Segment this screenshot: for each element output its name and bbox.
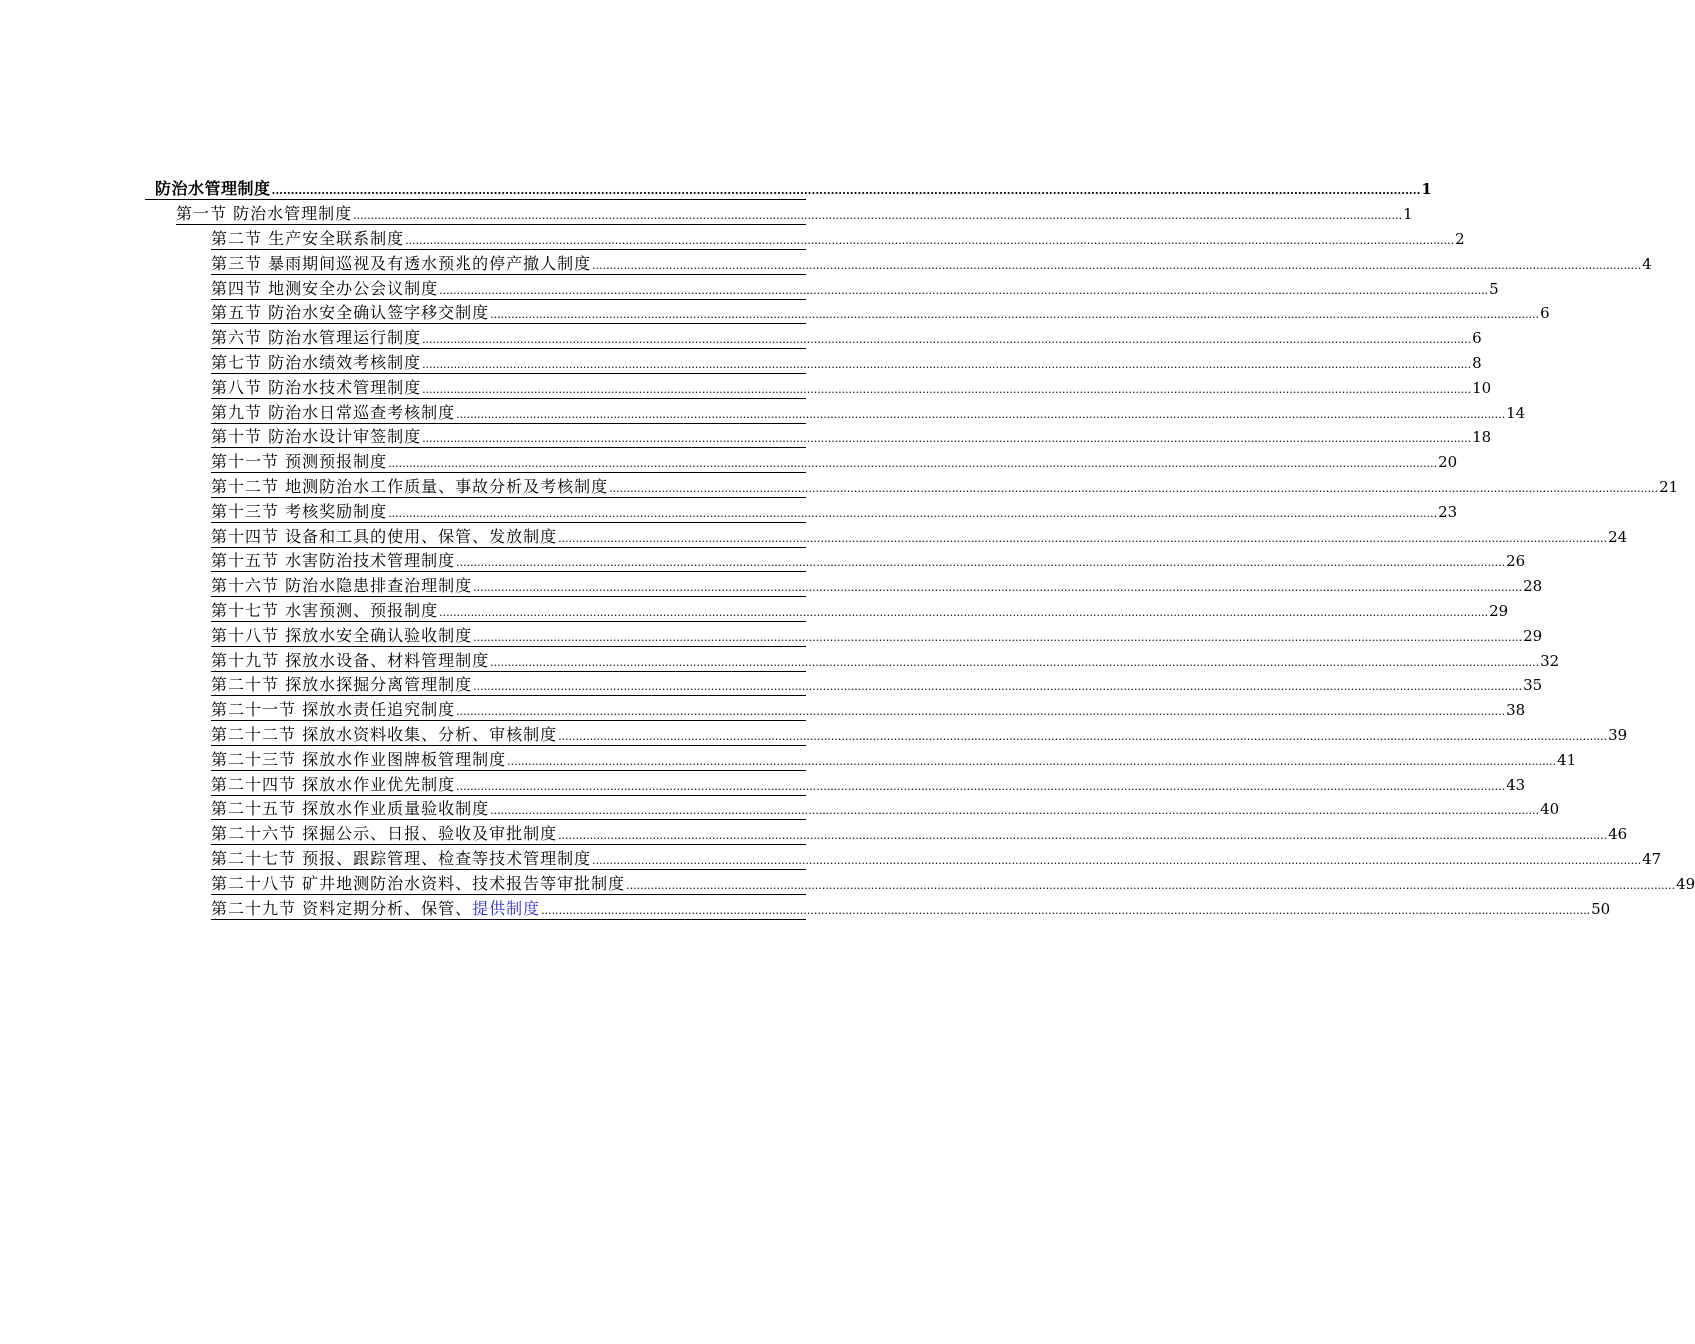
- toc-leader-dots: ............................................................................................................................................................................................................................................................................................................: [422, 358, 1472, 371]
- toc-subsection-row[interactable]: [211, 722, 1628, 746]
- toc-page-number: 2: [1455, 230, 1465, 248]
- toc-entry-title: 第十六节 防治水隐患排查治理制度: [211, 576, 473, 595]
- toc-leader-dots: ............................................................................................................................................................................................................................................................................................................: [507, 755, 1557, 768]
- toc-subsection-row[interactable]: [211, 524, 1628, 548]
- toc-leader-dots: ............................................................................................................................................................................................................................................................................................................: [388, 507, 1438, 520]
- toc-page-number: 39: [1608, 726, 1628, 744]
- toc-subsection-row[interactable]: [211, 424, 1492, 448]
- toc-page-number: 41: [1557, 751, 1577, 769]
- toc-entry-title: 第十一节 预测预报制度: [211, 452, 388, 471]
- toc-page-number: 49: [1676, 875, 1695, 893]
- toc-subsection-row[interactable]: [211, 375, 1492, 399]
- toc-subsection-row[interactable]: [211, 400, 1526, 424]
- toc-subsection-row[interactable]: [211, 821, 1628, 845]
- toc-subsection-row[interactable]: [211, 573, 1543, 597]
- toc-leader-dots: ............................................................................................................................................................................................................................................................................................................: [558, 730, 1608, 743]
- toc-page-number: 28: [1523, 577, 1543, 595]
- toc-subsection-row[interactable]: [211, 796, 1560, 820]
- toc-entry-title: 第十二节 地测防治水工作质量、事故分析及考核制度: [211, 477, 609, 496]
- toc-subsection-row[interactable]: [211, 623, 1543, 647]
- toc-page-number: 29: [1523, 627, 1543, 645]
- toc-subsection-row[interactable]: [211, 896, 1611, 920]
- toc-subsection-row[interactable]: [211, 648, 1560, 672]
- toc-entry-title: 第十五节 水害防治技术管理制度: [211, 551, 456, 570]
- toc-entry-title: 第四节 地测安全办公会议制度: [211, 279, 439, 298]
- toc-leader-dots: ............................................................................................................................................................................................................................................................................................................: [626, 879, 1676, 892]
- toc-entry-title: 第十节 防治水设计审签制度: [211, 427, 422, 446]
- toc-page-number: 1: [1403, 205, 1413, 223]
- toc-subsection-row[interactable]: [211, 350, 1482, 374]
- toc-entry-title: 第七节 防治水绩效考核制度: [211, 353, 422, 372]
- toc-entry-title: 第五节 防治水安全确认签字移交制度: [211, 303, 490, 322]
- toc-entry-title: 第二十一节 探放水责任追究制度: [211, 700, 456, 719]
- toc-entry-title: [211, 900, 540, 918]
- toc-leader-dots: ............................................................................................................................................................................................................................................................................................................: [353, 209, 1403, 222]
- toc-entry-title: 第十八节 探放水安全确认验收制度: [211, 626, 473, 645]
- toc-entry-title: 第二十六节 探掘公示、日报、验收及审批制度: [211, 824, 558, 843]
- toc-leader-dots: ............................................................................................................................................................................................................................................................................................................: [592, 259, 1642, 272]
- toc-leader-dots: ............................................................................................................................................................................................................................................................................................................: [439, 284, 1489, 297]
- toc-page-number: 20: [1438, 453, 1458, 471]
- toc-leader-dots: ............................................................................................................................................................................................................................................................................................................: [271, 184, 1421, 197]
- toc-subsection-row[interactable]: [211, 598, 1509, 622]
- toc-entry-title: 第十九节 探放水设备、材料管理制度: [211, 651, 490, 670]
- toc-entry-title: 第二十三节 探放水作业图牌板管理制度: [211, 750, 507, 769]
- toc-subsection-row[interactable]: [211, 846, 1662, 870]
- toc-entry-title: 第二十四节 探放水作业优先制度: [211, 775, 456, 794]
- toc-page-number: 47: [1642, 850, 1662, 868]
- toc-subsection-row[interactable]: [211, 449, 1458, 473]
- toc-leader-dots: ............................................................................................................................................................................................................................................................................................................: [473, 631, 1523, 644]
- toc-leader-dots: ............................................................................................................................................................................................................................................................................................................: [558, 532, 1608, 545]
- toc-entry-title: 第二十五节 探放水作业质量验收制度: [211, 799, 490, 818]
- toc-leader-dots: ............................................................................................................................................................................................................................................................................................................: [558, 829, 1608, 842]
- toc-page-number: 21: [1659, 478, 1679, 496]
- toc-leader-dots: ............................................................................................................................................................................................................................................................................................................: [456, 780, 1506, 793]
- toc-entry-title: 第二节 生产安全联系制度: [211, 229, 405, 248]
- toc-entry-title: 第二十节 探放水探掘分离管理制度: [211, 675, 473, 694]
- toc-page-number: 23: [1438, 503, 1458, 521]
- toc-entry-title: 防治水管理制度: [155, 179, 271, 198]
- toc-page-number: 40: [1540, 800, 1560, 818]
- toc-entry-title: 第十三节 考核奖励制度: [211, 502, 388, 521]
- toc-page-number: 46: [1608, 825, 1628, 843]
- toc-entry-title: 第二十八节 矿井地测防治水资料、技术报告等审批制度: [211, 874, 626, 893]
- toc-page-number: 10: [1472, 379, 1492, 397]
- toc-subsection-row[interactable]: [211, 300, 1550, 324]
- toc-entry-title: 第一节 防治水管理制度: [176, 204, 353, 223]
- toc-page-number: 4: [1642, 255, 1652, 273]
- toc-subsection-row[interactable]: [211, 325, 1482, 349]
- toc-entry-title-main: 第二十九节 资料定期分析、保管、: [211, 899, 473, 918]
- toc-chapter-row[interactable]: [145, 176, 1432, 200]
- toc-entry-title: 第三节 暴雨期间巡视及有透水预兆的停产撤人制度: [211, 254, 592, 273]
- toc-page-number: 6: [1540, 304, 1550, 322]
- toc-entry-title: 第十四节 设备和工具的使用、保管、发放制度: [211, 527, 558, 546]
- toc-page-number: 6: [1472, 329, 1482, 347]
- toc-page-number: 38: [1506, 701, 1526, 719]
- toc-page-number: 18: [1472, 428, 1492, 446]
- toc-entry-title: 第九节 防治水日常巡查考核制度: [211, 403, 456, 422]
- toc-entry-title: 第二十七节 预报、跟踪管理、检查等技术管理制度: [211, 849, 592, 868]
- toc-leader-dots: ............................................................................................................................................................................................................................................................................................................: [473, 581, 1523, 594]
- toc-leader-dots: ............................................................................................................................................................................................................................................................................................................: [592, 854, 1642, 867]
- toc-page-number: 29: [1489, 602, 1509, 620]
- toc-subsection-row[interactable]: [211, 276, 1499, 300]
- toc-subsection-row[interactable]: [211, 548, 1526, 572]
- toc-leader-dots: ............................................................................................................................................................................................................................................................................................................: [473, 680, 1523, 693]
- toc-subsection-row[interactable]: [211, 697, 1526, 721]
- toc-entry-title: 第六节 防治水管理运行制度: [211, 328, 422, 347]
- toc-page-number: 8: [1472, 354, 1482, 372]
- toc-page-number: 43: [1506, 776, 1526, 794]
- toc-section-row[interactable]: [176, 201, 1413, 225]
- toc-subsection-row[interactable]: [211, 474, 1679, 498]
- toc-entry-title: 第八节 防治水技术管理制度: [211, 378, 422, 397]
- toc-leader-dots: ............................................................................................................................................................................................................................................................................................................: [541, 904, 1591, 917]
- toc-subsection-row[interactable]: [211, 772, 1526, 796]
- toc-page-number: 1: [1421, 180, 1432, 198]
- toc-leader-dots: ............................................................................................................................................................................................................................................................................................................: [422, 432, 1472, 445]
- toc-leader-dots: ............................................................................................................................................................................................................................................................................................................: [456, 556, 1506, 569]
- toc-leader-dots: ............................................................................................................................................................................................................................................................................................................: [456, 408, 1506, 421]
- toc-page-number: 35: [1523, 676, 1543, 694]
- toc-subsection-row[interactable]: [211, 226, 1465, 250]
- toc-entry-title: 第二十二节 探放水资料收集、分析、审核制度: [211, 725, 558, 744]
- toc-page-number: 32: [1540, 652, 1560, 670]
- toc-leader-dots: ............................................................................................................................................................................................................................................................................................................: [490, 656, 1540, 669]
- toc-leader-dots: ............................................................................................................................................................................................................................................................................................................: [490, 308, 1540, 321]
- toc-subsection-row[interactable]: [211, 499, 1458, 523]
- toc-leader-dots: ............................................................................................................................................................................................................................................................................................................: [490, 804, 1540, 817]
- toc-leader-dots: ............................................................................................................................................................................................................................................................................................................: [456, 705, 1506, 718]
- toc-page-number: 24: [1608, 528, 1628, 546]
- toc-leader-dots: ............................................................................................................................................................................................................................................................................................................: [405, 234, 1455, 247]
- toc-subsection-row[interactable]: [211, 871, 1695, 895]
- toc-subsection-row[interactable]: [211, 251, 1652, 275]
- toc-subsection-row[interactable]: [211, 747, 1577, 771]
- toc-leader-dots: ............................................................................................................................................................................................................................................................................................................: [439, 606, 1489, 619]
- toc-page-number: 26: [1506, 552, 1526, 570]
- toc-leader-dots: ............................................................................................................................................................................................................................................................................................................: [609, 482, 1659, 495]
- toc-page-number: 5: [1489, 280, 1499, 298]
- toc-leader-dots: ............................................................................................................................................................................................................................................................................................................: [422, 383, 1472, 396]
- toc-page-number: 14: [1506, 404, 1526, 422]
- toc-entry-title-link[interactable]: 提供制度: [472, 899, 541, 918]
- toc-entry-title: 第十七节 水害预测、预报制度: [211, 601, 439, 620]
- toc-subsection-row[interactable]: [211, 672, 1543, 696]
- toc-leader-dots: ............................................................................................................................................................................................................................................................................................................: [422, 333, 1472, 346]
- toc-page-number: 50: [1591, 900, 1611, 918]
- toc-leader-dots: ............................................................................................................................................................................................................................................................................................................: [388, 457, 1438, 470]
